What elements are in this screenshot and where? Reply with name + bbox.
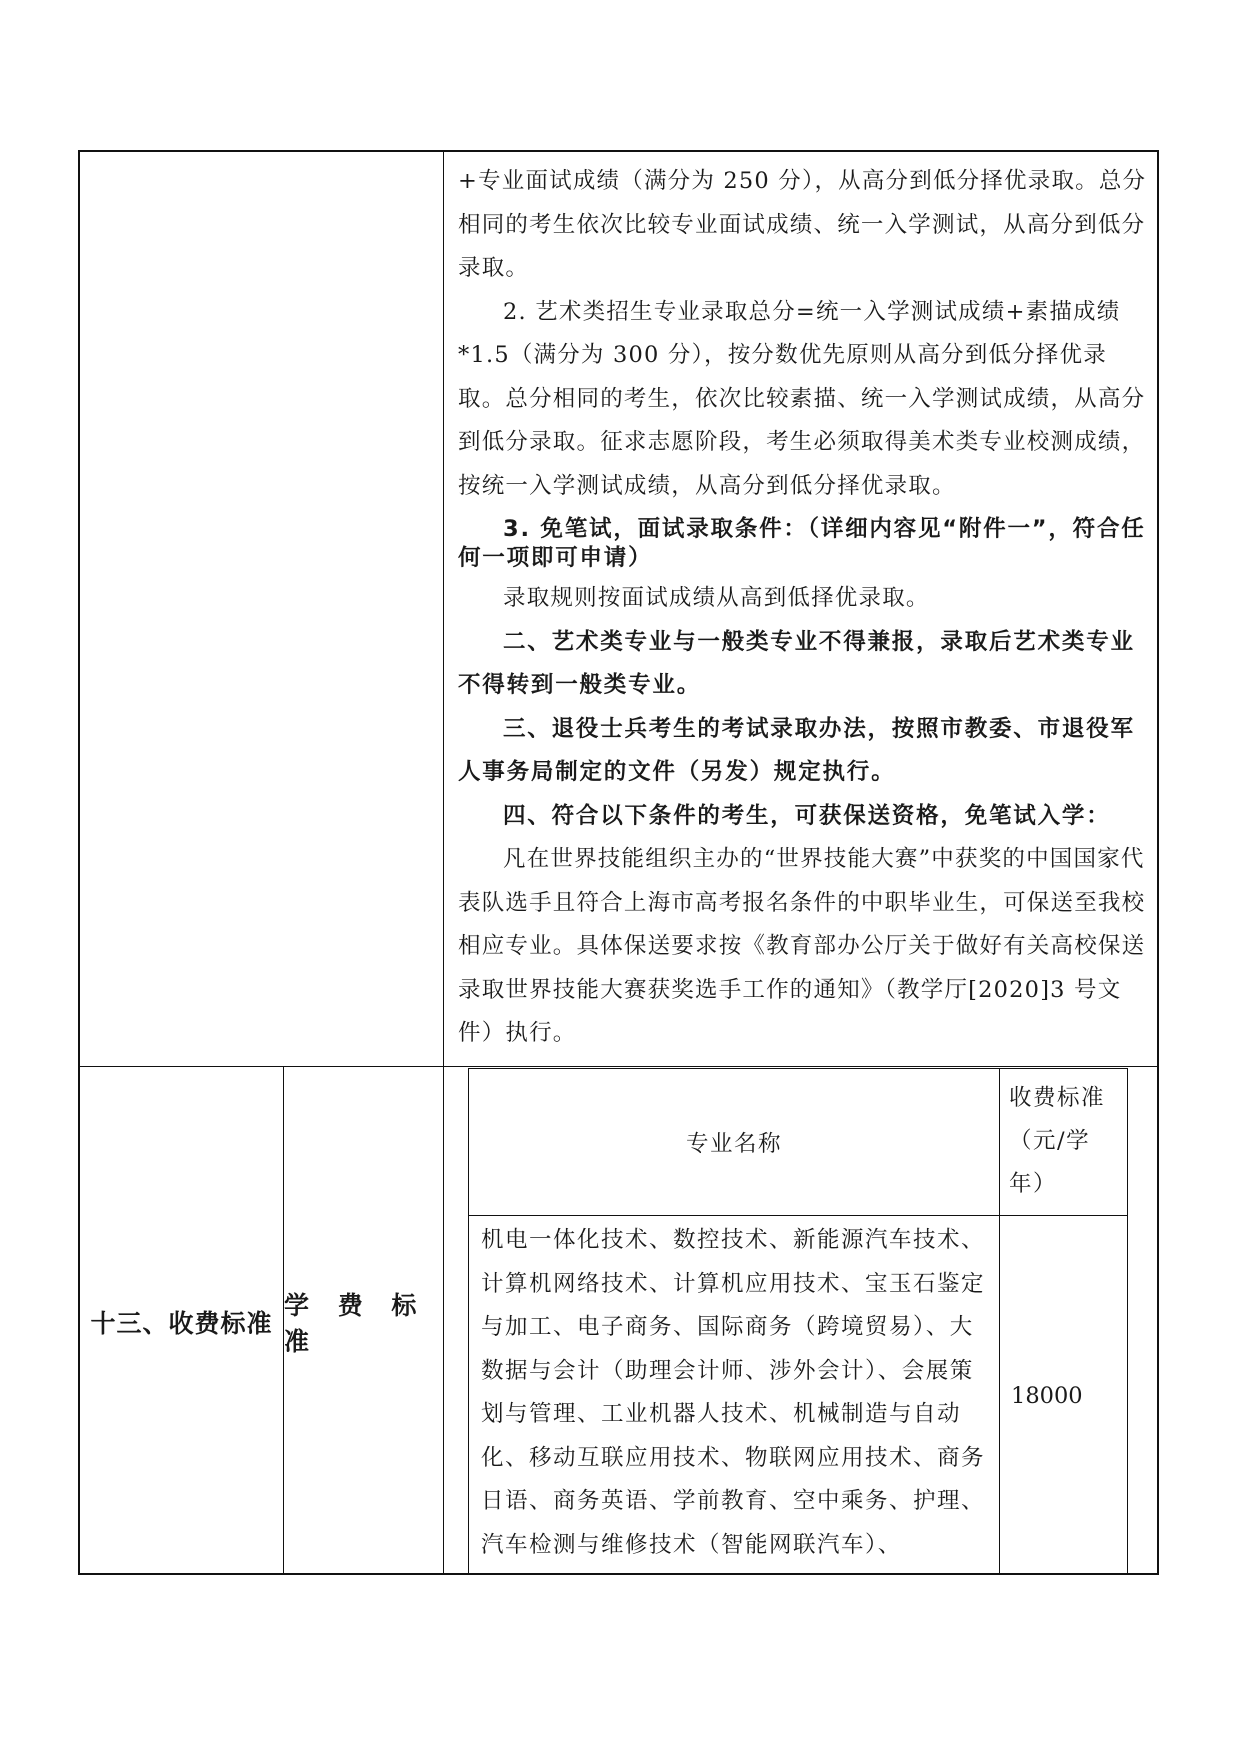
fee-row-amount: 18000 bbox=[1011, 1382, 1083, 1409]
rule-heading: 3. 免笔试，面试录取条件：（详细内容见“附件一”，符合任何一项即可申请） bbox=[458, 516, 1146, 571]
fee-table bbox=[468, 1068, 1128, 1575]
column-divider bbox=[443, 152, 444, 1573]
section-label: 十三、收费标准 bbox=[90, 1308, 273, 1338]
fee-table-divider bbox=[999, 1069, 1000, 1575]
main-table bbox=[78, 150, 1159, 1575]
rule-paragraph: 录取规则按面试成绩从高到低择优录取。 bbox=[503, 585, 930, 611]
rule-paragraph: +专业面试成绩（满分为 250 分），从高分到低分择优录取。总分相同的考生依次比较专业面试成绩、统一入学测试，从高分到低分录取。 bbox=[458, 168, 1147, 281]
admission-rules-content bbox=[458, 160, 1148, 1056]
fee-header-fee: 收费标准（元/学年） bbox=[1009, 1085, 1106, 1197]
rule-paragraph: 凡在世界技能组织主办的“世界技能大赛”中获奖的中国国家代表队选手且符合上海市高考报名条件的中职毕业生，可保送至我校相应专业。具体保送要求按《教育部办公厅关于做好有关高校保送录取世界技能大赛获奖选手工作的通知》（教学厅[2020]3 号文件）执行。 bbox=[458, 846, 1146, 1046]
rule-heading: 二、艺术类专业与一般类专业不得兼报，录取后艺术类专业不得转到一般类专业。 bbox=[458, 628, 1135, 698]
fee-header-name: 专业名称 bbox=[685, 1131, 782, 1157]
section-sublabel: 学 费 标 准 bbox=[284, 1290, 427, 1356]
fee-row-majors: 机电一体化技术、数控技术、新能源汽车技术、计算机网络技术、计算机应用技术、宝玉石鉴定与加工、电子商务、国际商务（跨境贸易）、大数据与会计（助理会计师、涉外会计）、会展策划与管理、工业机器人技术、机械制造与自动化、移动互联应用技术、物联网应用技术、商务日语、商务英语、学前教育、空中乘务、护理、汽车检测与维修技术（智能网联汽车）、 bbox=[481, 1227, 986, 1558]
rule-heading: 三、退役士兵考生的考试录取办法，按照市教委、市退役军人事务局制定的文件（另发）规定执行。 bbox=[458, 715, 1135, 785]
rule-paragraph: 2. 艺术类招生专业录取总分=统一入学测试成绩+素描成绩*1.5（满分为 300 分），按分数优先原则从高分到低分择优录取。总分相同的考生，依次比较素描、统一入学测试成绩，从高分到低分录取。征求志愿阶段，考生必须取得美术类专业校测成绩，按统一入学测试成绩，从高分到低分择优录取。 bbox=[458, 298, 1146, 499]
rule-heading: 四、符合以下条件的考生，可获保送资格，免笔试入学： bbox=[503, 802, 1111, 829]
